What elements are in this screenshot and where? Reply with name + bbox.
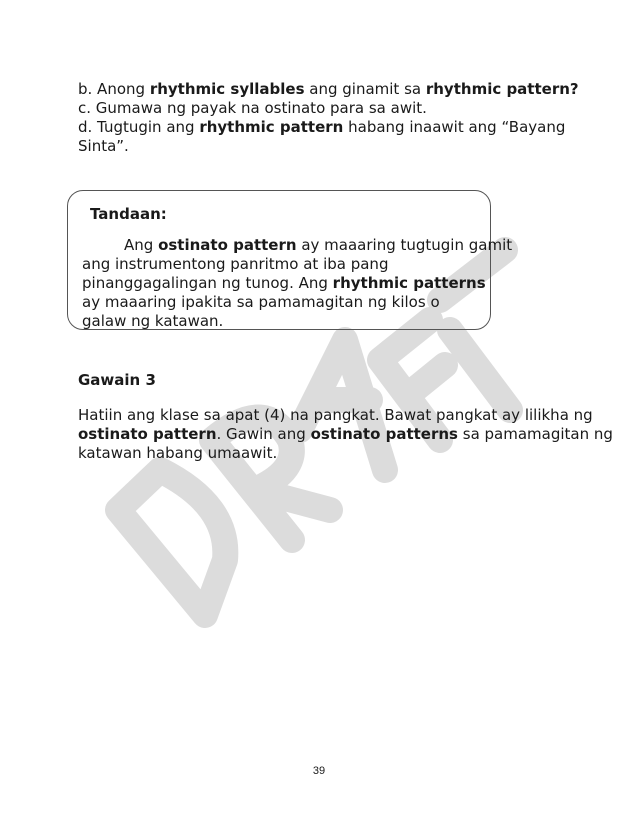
- tandaan-line-2: ang instrumentong panritmo at iba pang: [82, 255, 389, 273]
- tandaan-line-3: pinanggagalingan ng tunog. Ang rhythmic patterns: [82, 274, 486, 292]
- tandaan-line-5: galaw ng katawan.: [82, 312, 224, 330]
- tandaan-line-4: ay maaaring ipakita sa pamamagitan ng kilos o: [82, 293, 440, 311]
- question-list: [78, 80, 579, 156]
- page-number: 39: [312, 765, 326, 777]
- gawain-heading: Gawain 3: [78, 371, 156, 389]
- question-c: c. Gumawa ng payak na ostinato para sa awit.: [78, 99, 427, 117]
- gawain-line-3: katawan habang umaawit.: [78, 444, 278, 462]
- question-d-continued: Sinta”.: [78, 137, 129, 155]
- tandaan-body: [82, 236, 512, 331]
- tandaan-title: Tandaan:: [90, 205, 167, 223]
- gawain-instructions: [78, 406, 613, 463]
- gawain-line-2: ostinato pattern. Gawin ang ostinato patterns sa pamamagitan ng: [78, 425, 613, 443]
- question-b: b. Anong rhythmic syllables ang ginamit sa rhythmic pattern?: [78, 80, 579, 98]
- gawain-line-1: Hatiin ang klase sa apat (4) na pangkat. Bawat pangkat ay lilikha ng: [78, 406, 593, 424]
- question-d: d. Tugtugin ang rhythmic pattern habang inaawit ang “Bayang: [78, 118, 566, 136]
- tandaan-line-1: Ang ostinato pattern ay maaaring tugtugin gamit: [124, 236, 513, 254]
